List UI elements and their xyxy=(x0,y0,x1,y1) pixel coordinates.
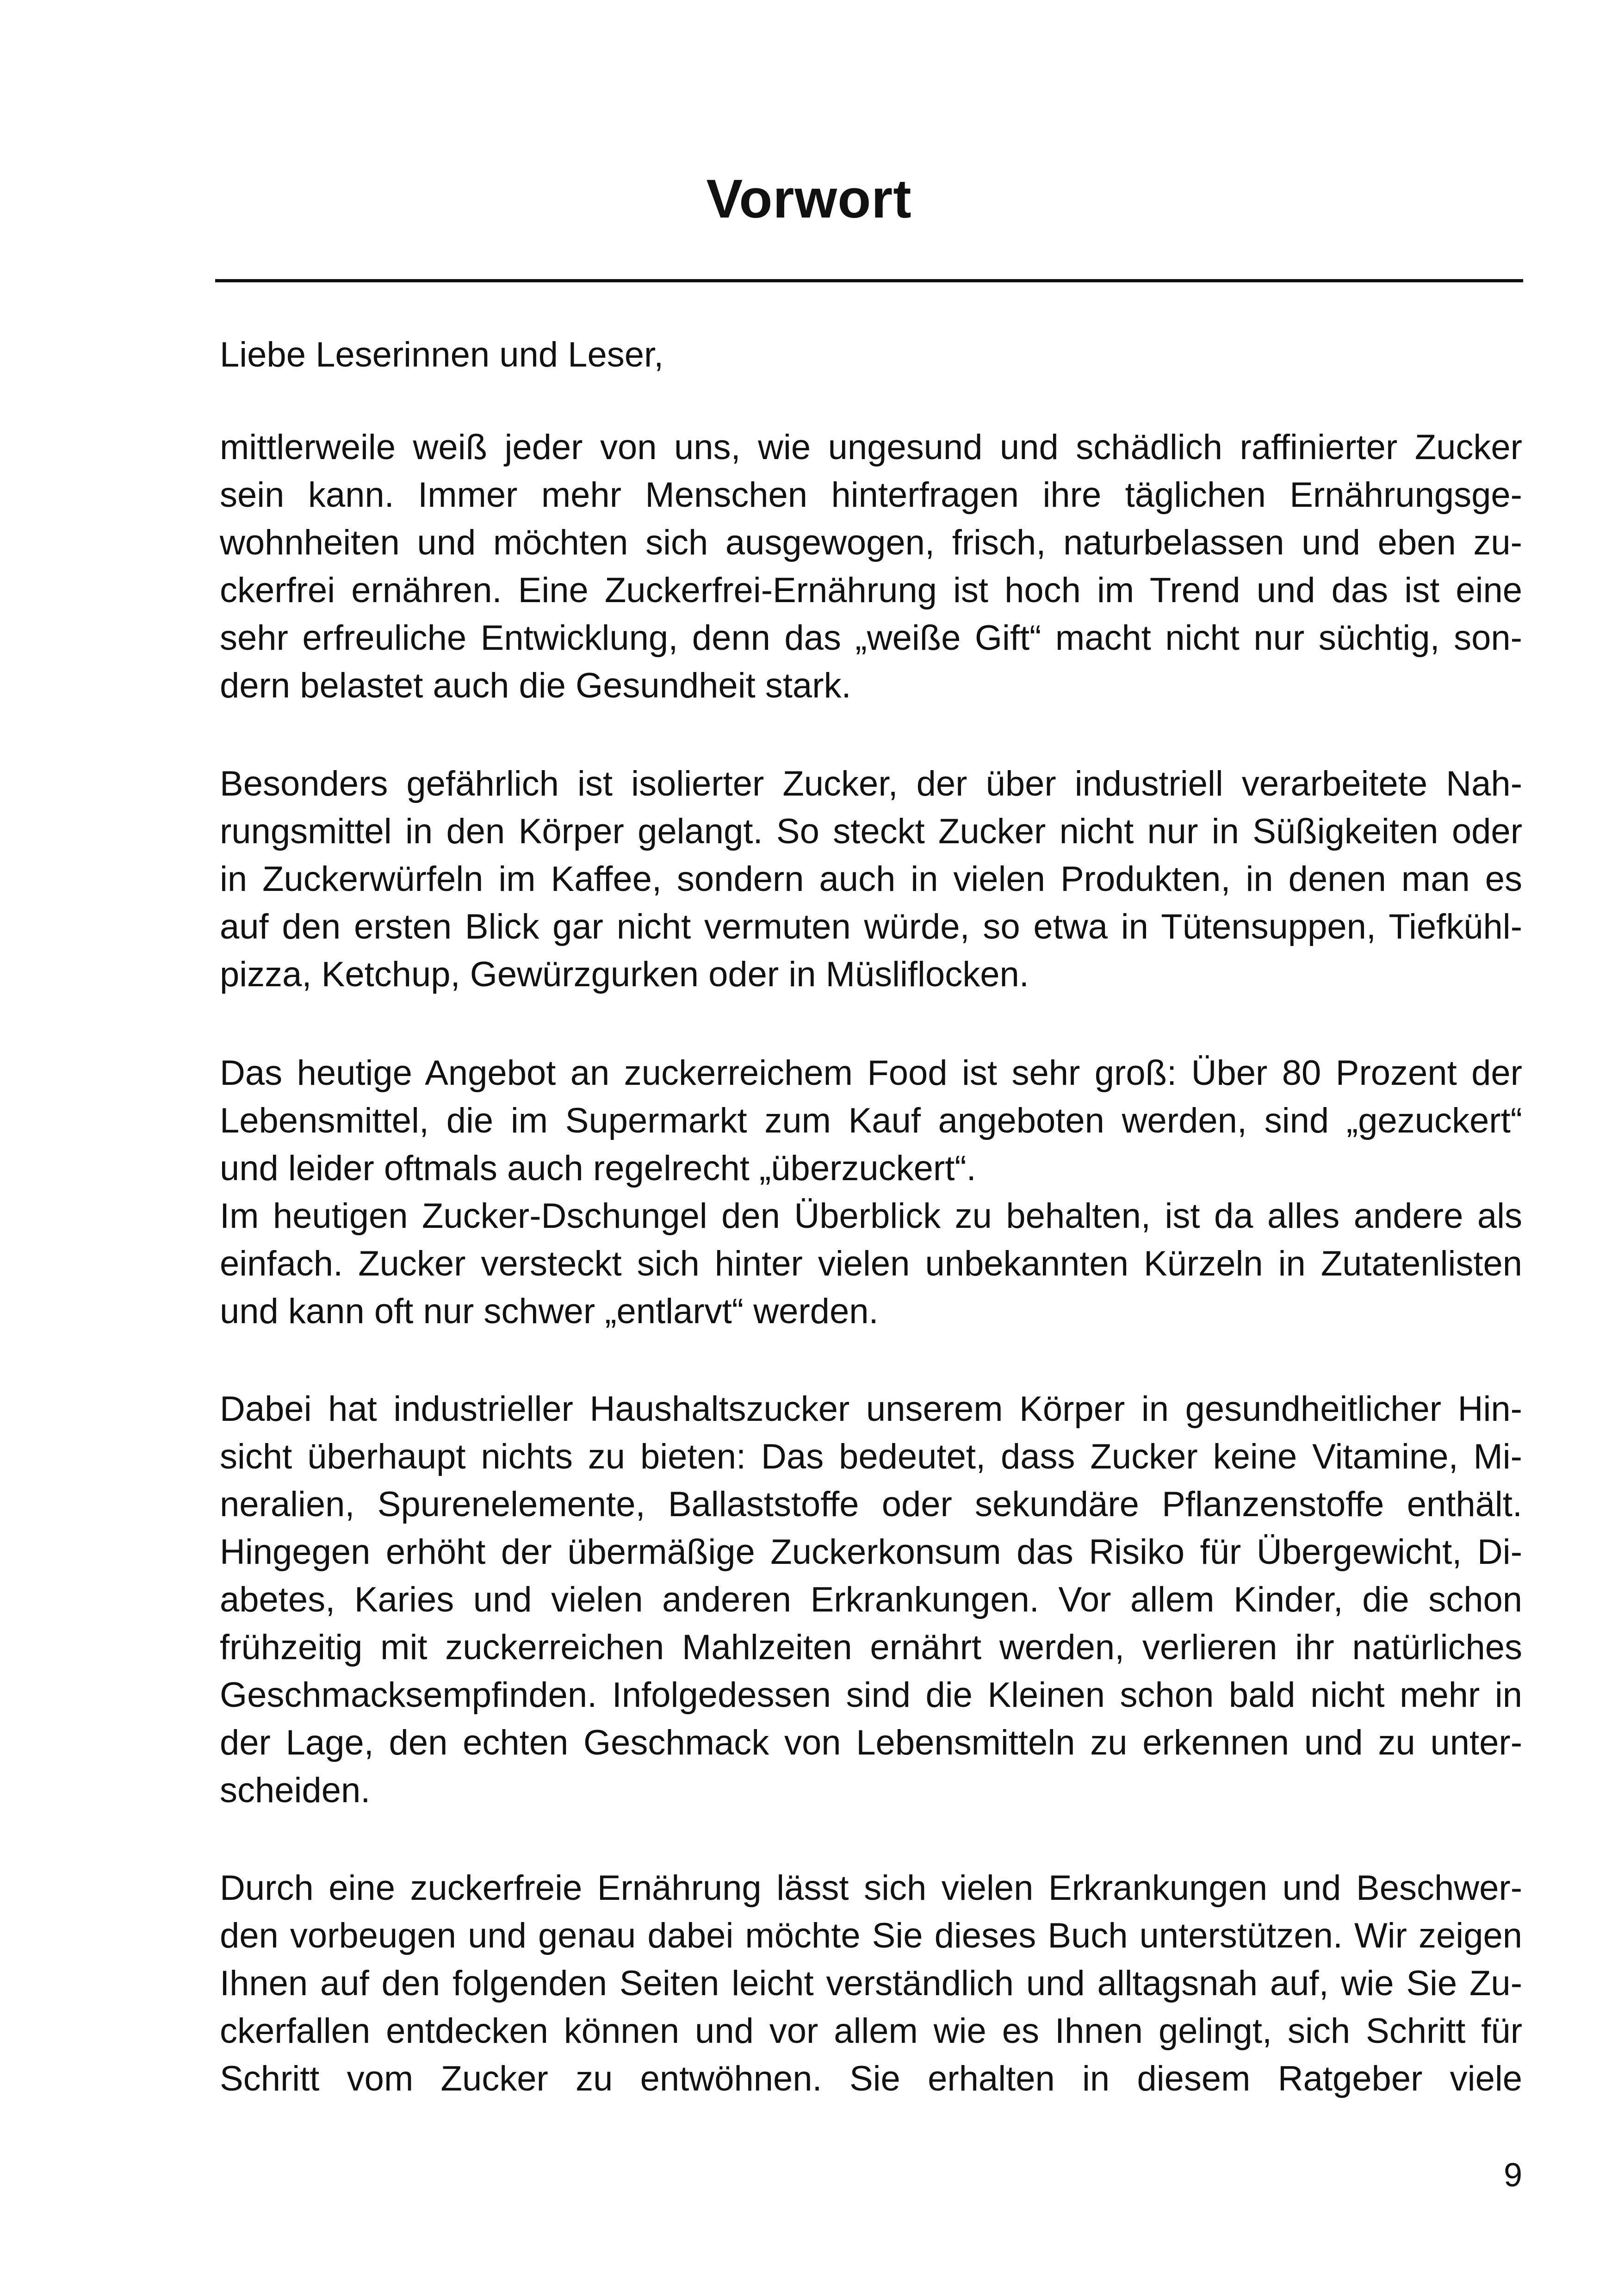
paragraph-4-line-4: Hingegen erhöht der übermäßige Zuckerkonsum das Risiko für Übergewicht, Di- xyxy=(220,1532,1522,1572)
paragraph-2-line-1: Besonders gefährlich ist isolierter Zucker, der über industriell verarbeitete Nah- xyxy=(220,764,1522,803)
paragraph-3-line-3: und leider oftmals auch regelrecht „überzuckert“. xyxy=(220,1149,976,1188)
paragraph-1-line-1: mittlerweile weiß jeder von uns, wie ungesund und schädlich raffinierter Zucker xyxy=(220,428,1522,467)
paragraph-1-line-3: wohnheiten und möchten sich ausgewogen, frisch, naturbelassen und eben zu- xyxy=(220,523,1522,562)
paragraph-1-line-6: dern belastet auch die Gesundheit stark. xyxy=(220,666,851,705)
paragraph-3-line-2: Lebensmittel, die im Supermarkt zum Kauf angeboten werden, sind „gezuckert“ xyxy=(220,1101,1522,1140)
paragraph-4-line-2: sicht überhaupt nichts zu bieten: Das bedeutet, dass Zucker keine Vitamine, Mi- xyxy=(220,1437,1522,1476)
paragraph-5-line-4: ckerfallen entdecken können und vor allem wie es Ihnen gelingt, sich Schritt für xyxy=(220,2011,1522,2051)
paragraph-4-line-9: scheiden. xyxy=(220,1771,371,1810)
salutation: Liebe Leserinnen und Leser, xyxy=(220,335,664,374)
paragraph-5-line-5: Schritt vom Zucker zu entwöhnen. Sie erhalten in diesem Ratgeber viele xyxy=(220,2059,1522,2098)
paragraph-4-line-3: neralien, Spurenelemente, Ballaststoffe oder sekundäre Pflanzenstoffe enthält. xyxy=(220,1485,1522,1524)
paragraph-2-line-4: auf den ersten Blick gar nicht vermuten würde, so etwa in Tütensuppen, Tiefkühl- xyxy=(220,907,1522,946)
paragraph-2-line-3: in Zuckerwürfeln im Kaffee, sondern auch in vielen Produkten, in denen man es xyxy=(220,859,1522,899)
paragraph-3-line-4: Im heutigen Zucker-Dschungel den Überblick zu behalten, ist da alles andere als xyxy=(220,1196,1522,1236)
paragraph-4-line-6: frühzeitig mit zuckerreichen Mahlzeiten ernährt werden, verlieren ihr natürliches xyxy=(220,1628,1522,1667)
paragraph-4-line-7: Geschmacksempfinden. Infolgedessen sind die Kleinen schon bald nicht mehr in xyxy=(220,1675,1522,1715)
paragraph-5-line-2: den vorbeugen und genau dabei möchte Sie dieses Buch unterstützen. Wir zeigen xyxy=(220,1916,1522,1955)
paragraph-1-line-4: ckerfrei ernähren. Eine Zuckerfrei-Ernährung ist hoch im Trend und das ist eine xyxy=(220,571,1522,610)
paragraph-2-line-2: rungsmittel in den Körper gelangt. So steckt Zucker nicht nur in Süßigkeiten oder xyxy=(220,812,1522,851)
paragraph-4-line-5: abetes, Karies und vielen anderen Erkrankungen. Vor allem Kinder, die schon xyxy=(220,1580,1522,1619)
paragraph-1-line-2: sein kann. Immer mehr Menschen hinterfragen ihre täglichen Ernährungsge- xyxy=(220,475,1522,515)
paragraph-1-line-5: sehr erfreuliche Entwicklung, denn das „weiße Gift“ macht nicht nur süchtig, son- xyxy=(220,618,1522,658)
paragraph-5-line-1: Durch eine zuckerfreie Ernährung lässt sich vielen Erkrankungen und Beschwer- xyxy=(220,1868,1522,1908)
paragraph-3-line-5: einfach. Zucker versteckt sich hinter vielen unbekannten Kürzeln in Zutatenlisten xyxy=(220,1244,1522,1283)
paragraph-4-line-8: der Lage, den echten Geschmack von Lebensmitteln zu erkennen und zu unter- xyxy=(220,1723,1522,1762)
paragraph-3-line-6: und kann oft nur schwer „entlarvt“ werden. xyxy=(220,1292,879,1331)
paragraph-4-line-1: Dabei hat industrieller Haushaltszucker unserem Körper in gesundheitlicher Hin- xyxy=(220,1389,1522,1429)
paragraph-2-line-5: pizza, Ketchup, Gewürzgurken oder in Müsliflocken. xyxy=(220,955,1029,994)
paragraph-5-line-3: Ihnen auf den folgenden Seiten leicht verständlich und alltagsnah auf, wie Sie Zu- xyxy=(220,1964,1522,2003)
paragraph-3-line-1: Das heutige Angebot an zuckerreichem Food ist sehr groß: Über 80 Prozent der xyxy=(220,1053,1522,1093)
title-divider xyxy=(215,279,1523,282)
page-title: Vorwort xyxy=(706,168,912,230)
page-number: 9 xyxy=(1503,2157,1522,2194)
